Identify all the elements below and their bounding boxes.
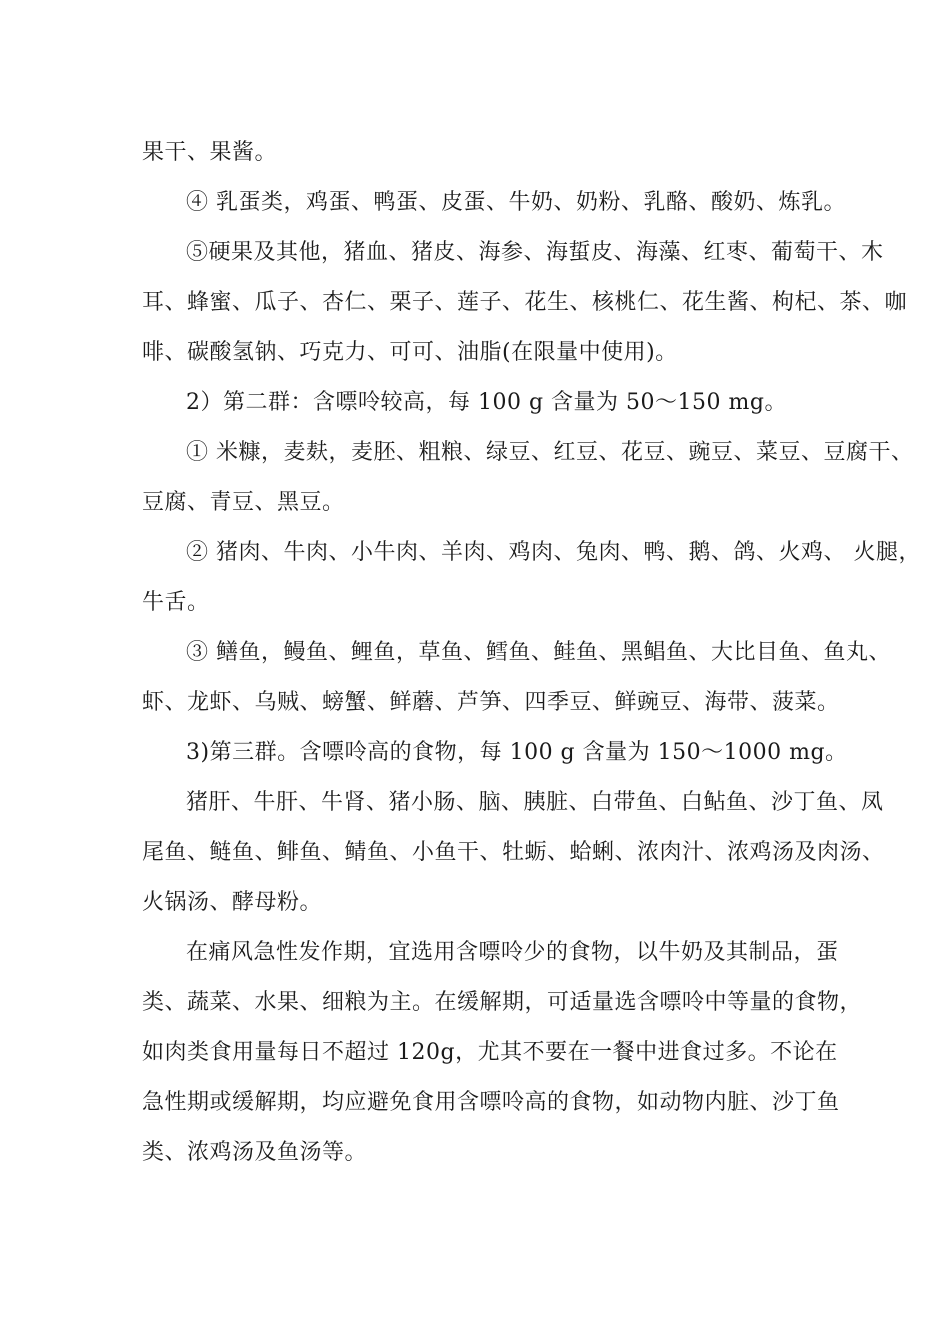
text-line-5: 啡、碳酸氢钠、巧克力、可可、油脂(在限量中使用)。: [142, 340, 678, 365]
document-body: [142, 128, 921, 1178]
text-line-3: ⑤硬果及其他，猪血、猪皮、海参、海蜇皮、海藻、红枣、葡萄干、木: [186, 240, 884, 265]
text-line-18: 类、蔬菜、水果、细粮为主。在缓解期，可适量选含嘌呤中等量的食物，: [142, 990, 863, 1015]
text-line-10: 牛舌。: [142, 590, 210, 615]
text-line-14: 猪肝、牛肝、牛肾、猪小肠、脑、胰脏、白带鱼、白鲇鱼、沙丁鱼、凤: [186, 790, 884, 815]
text-line-2: ④ 乳蛋类，鸡蛋、鸭蛋、皮蛋、牛奶、奶粉、乳酪、酸奶、炼乳。: [186, 190, 846, 215]
text-line-4: 耳、蜂蜜、瓜子、杏仁、栗子、莲子、花生、核桃仁、花生酱、枸杞、茶、咖: [142, 290, 908, 315]
section-heading-group-2: 2）第二群：含嘌呤较高，每 100 g 含量为 50～150 mg。: [186, 390, 787, 415]
section-heading-group-3: 3)第三群。含嘌呤高的食物，每 100 g 含量为 150～1000 mg。: [186, 740, 848, 765]
text-line-20: 急性期或缓解期，均应避免食用含嘌呤高的食物，如动物内脏、沙丁鱼: [142, 1090, 840, 1115]
text-line-16: 火锅汤、酵母粉。: [142, 890, 323, 915]
text-line-11: ③ 鳝鱼，鳗鱼、鲤鱼，草鱼、鳕鱼、鲑鱼、黑鲳鱼、大比目鱼、鱼丸、: [186, 640, 891, 665]
text-line-7: ① 米糠，麦麸，麦胚、粗粮、绿豆、红豆、花豆、豌豆、菜豆、豆腐干、: [186, 440, 914, 465]
text-line-12: 虾、龙虾、乌贼、螃蟹、鲜蘑、芦笋、四季豆、鲜豌豆、海带、菠菜。: [142, 690, 840, 715]
text-line-1: 果干、果酱。: [142, 140, 278, 165]
text-line-9: ② 猪肉、牛肉、小牛肉、羊肉、鸡肉、兔肉、鸭、鹅、鸽、火鸡、 火腿，: [186, 540, 921, 565]
text-line-19: 如肉类食用量每日不超过 120g，尤其不要在一餐中进食过多。不论在: [142, 1040, 838, 1065]
text-line-21: 类、浓鸡汤及鱼汤等。: [142, 1140, 368, 1165]
text-line-15: 尾鱼、鲢鱼、鲱鱼、鲭鱼、小鱼干、牡蛎、蛤蜊、浓肉汁、浓鸡汤及肉汤、: [142, 840, 885, 865]
text-line-8: 豆腐、青豆、黑豆。: [142, 490, 345, 515]
text-line-17: 在痛风急性发作期，宜选用含嘌呤少的食物，以牛奶及其制品，蛋: [186, 940, 839, 965]
